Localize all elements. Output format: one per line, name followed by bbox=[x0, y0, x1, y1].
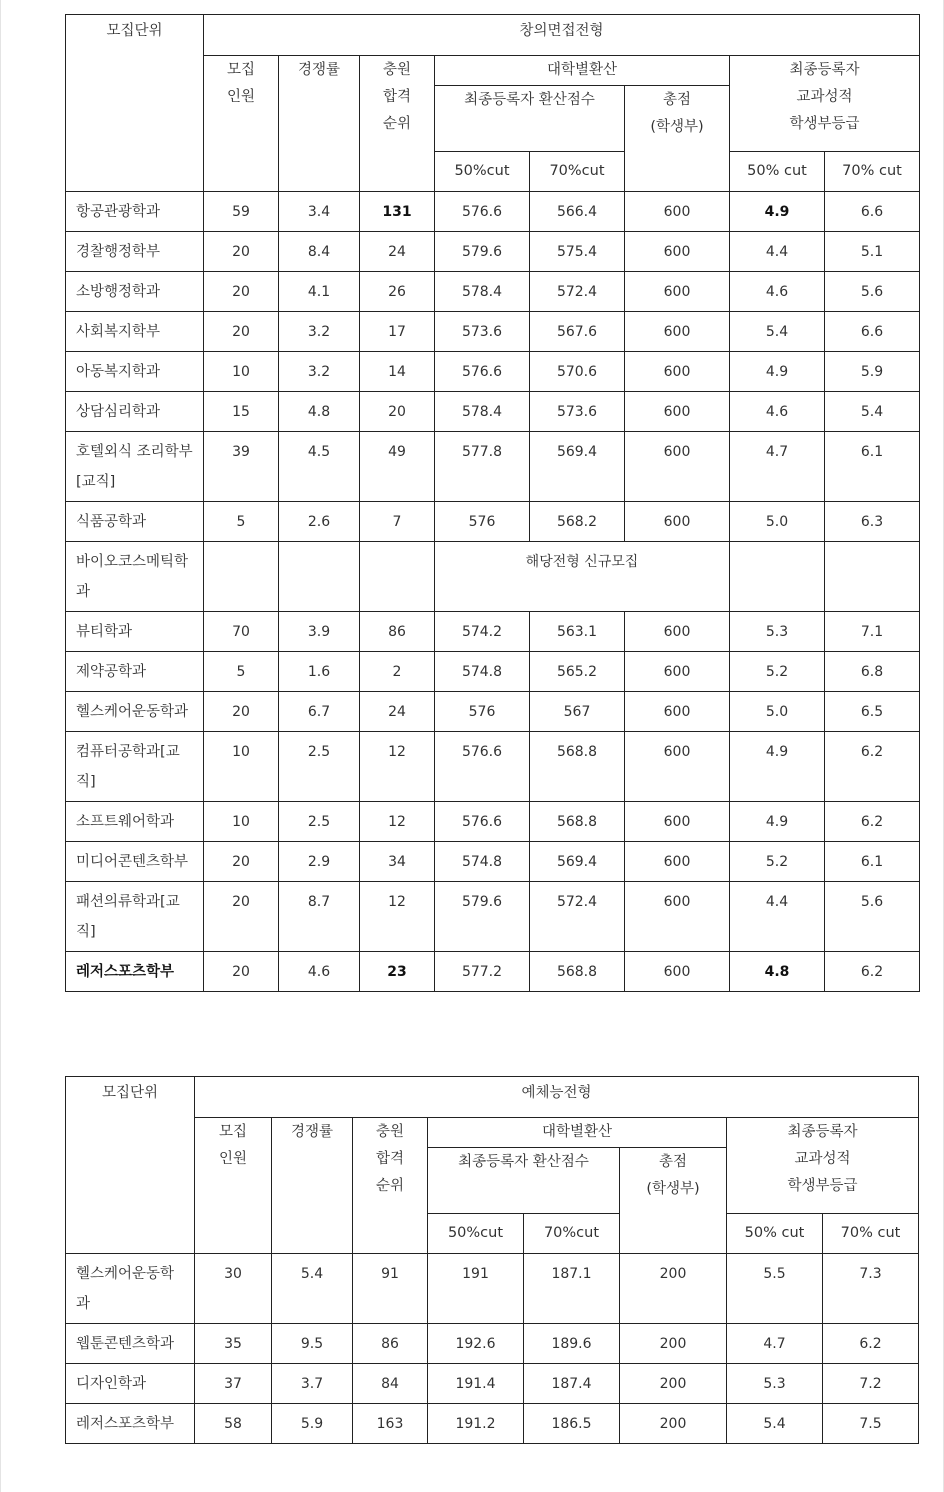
data-cell: 2.6 bbox=[279, 502, 360, 542]
header-unit: 모집단위 bbox=[66, 1077, 195, 1254]
data-cell: 4.7 bbox=[730, 432, 825, 502]
header-total-score: 총점 (학생부) bbox=[620, 1148, 727, 1254]
header-score-70-cut: 70%cut bbox=[524, 1214, 620, 1254]
data-cell: 5 bbox=[204, 652, 279, 692]
data-cell: 4.6 bbox=[730, 392, 825, 432]
data-cell: 20 bbox=[204, 842, 279, 882]
data-cell: 7.1 bbox=[825, 612, 920, 652]
data-cell: 576.6 bbox=[435, 802, 530, 842]
table-row bbox=[66, 502, 920, 542]
new-recruit-note: 해당전형 신규모집 bbox=[435, 542, 730, 612]
data-cell: 3.2 bbox=[279, 312, 360, 352]
data-cell: 579.6 bbox=[435, 232, 530, 272]
data-cell: 6.7 bbox=[279, 692, 360, 732]
header-additional-rank: 충원 합격 순위 bbox=[353, 1118, 428, 1254]
data-cell: 578.4 bbox=[435, 272, 530, 312]
header-row bbox=[66, 15, 920, 56]
data-cell: 576 bbox=[435, 502, 530, 542]
data-cell: 572.4 bbox=[530, 882, 625, 952]
data-cell: 6.6 bbox=[825, 312, 920, 352]
data-cell: 200 bbox=[620, 1254, 727, 1324]
data-cell: 4.8 bbox=[279, 392, 360, 432]
data-cell: 574.8 bbox=[435, 842, 530, 882]
data-cell: 8.4 bbox=[279, 232, 360, 272]
data-cell: 600 bbox=[625, 312, 730, 352]
data-cell: 6.1 bbox=[825, 432, 920, 502]
header-additional-rank: 충원 합격 순위 bbox=[360, 56, 435, 192]
data-cell: 6.3 bbox=[825, 502, 920, 542]
data-cell: 5.9 bbox=[825, 352, 920, 392]
data-cell: 4.4 bbox=[730, 882, 825, 952]
data-cell: 10 bbox=[204, 352, 279, 392]
department-name: 레저스포츠학부 bbox=[66, 1404, 195, 1444]
table-row bbox=[66, 842, 920, 882]
department-name: 소방행정학과 bbox=[66, 272, 204, 312]
table-row bbox=[66, 732, 920, 802]
data-cell: 35 bbox=[195, 1324, 272, 1364]
department-name: 헬스케어운동학과 bbox=[66, 692, 204, 732]
header-final-converted-score: 최종등록자 환산점수 bbox=[428, 1148, 620, 1214]
data-cell: 5.3 bbox=[730, 612, 825, 652]
data-cell: 10 bbox=[204, 802, 279, 842]
department-name: 경찰행정학부 bbox=[66, 232, 204, 272]
header-score-50-cut: 50%cut bbox=[435, 152, 530, 192]
data-cell bbox=[730, 542, 825, 612]
data-cell: 200 bbox=[620, 1324, 727, 1364]
data-cell: 6.2 bbox=[825, 732, 920, 802]
table-row bbox=[66, 312, 920, 352]
data-cell: 191.4 bbox=[428, 1364, 524, 1404]
department-name: 뷰티학과 bbox=[66, 612, 204, 652]
data-cell: 9.5 bbox=[272, 1324, 353, 1364]
table-row bbox=[66, 232, 920, 272]
data-cell: 569.4 bbox=[530, 842, 625, 882]
data-cell: 573.6 bbox=[435, 312, 530, 352]
header-final-grade: 최종등록자 교과성적 학생부등급 bbox=[730, 56, 920, 152]
data-cell: 186.5 bbox=[524, 1404, 620, 1444]
data-cell: 568.8 bbox=[530, 952, 625, 992]
data-cell: 567 bbox=[530, 692, 625, 732]
data-cell: 4.7 bbox=[727, 1324, 823, 1364]
data-cell: 5.6 bbox=[825, 272, 920, 312]
data-cell: 24 bbox=[360, 232, 435, 272]
data-cell: 20 bbox=[204, 232, 279, 272]
department-name: 제약공학과 bbox=[66, 652, 204, 692]
table-row bbox=[66, 272, 920, 312]
data-cell: 5.6 bbox=[825, 882, 920, 952]
table-row bbox=[66, 1404, 919, 1444]
data-cell: 574.8 bbox=[435, 652, 530, 692]
data-cell: 30 bbox=[195, 1254, 272, 1324]
data-cell: 4.9 bbox=[730, 192, 825, 232]
data-cell: 59 bbox=[204, 192, 279, 232]
data-cell: 5.4 bbox=[272, 1254, 353, 1324]
data-cell: 4.4 bbox=[730, 232, 825, 272]
data-cell: 20 bbox=[204, 272, 279, 312]
data-cell: 600 bbox=[625, 192, 730, 232]
data-cell: 3.4 bbox=[279, 192, 360, 232]
data-cell: 600 bbox=[625, 842, 730, 882]
data-cell: 5.4 bbox=[825, 392, 920, 432]
table-row bbox=[66, 432, 920, 502]
data-cell: 6.1 bbox=[825, 842, 920, 882]
department-name: 웹툰콘텐츠학과 bbox=[66, 1324, 195, 1364]
data-cell: 20 bbox=[204, 882, 279, 952]
header-univ-conversion: 대학별환산 bbox=[428, 1118, 727, 1148]
data-cell: 3.2 bbox=[279, 352, 360, 392]
data-cell: 5.4 bbox=[727, 1404, 823, 1444]
data-cell: 12 bbox=[360, 882, 435, 952]
data-cell: 191 bbox=[428, 1254, 524, 1324]
data-cell: 192.6 bbox=[428, 1324, 524, 1364]
data-cell: 58 bbox=[195, 1404, 272, 1444]
data-cell: 568.8 bbox=[530, 802, 625, 842]
data-cell: 600 bbox=[625, 352, 730, 392]
data-cell: 6.5 bbox=[825, 692, 920, 732]
data-cell: 2.5 bbox=[279, 802, 360, 842]
table-row bbox=[66, 952, 920, 992]
data-cell: 17 bbox=[360, 312, 435, 352]
data-cell: 570.6 bbox=[530, 352, 625, 392]
header-univ-conversion: 대학별환산 bbox=[435, 56, 730, 86]
data-cell: 7.5 bbox=[823, 1404, 919, 1444]
data-cell: 600 bbox=[625, 692, 730, 732]
data-cell: 574.2 bbox=[435, 612, 530, 652]
data-cell: 600 bbox=[625, 732, 730, 802]
data-cell: 20 bbox=[204, 692, 279, 732]
data-cell: 12 bbox=[360, 732, 435, 802]
data-cell: 39 bbox=[204, 432, 279, 502]
header-grade-70-cut: 70% cut bbox=[823, 1214, 919, 1254]
data-cell: 4.5 bbox=[279, 432, 360, 502]
data-cell: 600 bbox=[625, 952, 730, 992]
data-cell bbox=[204, 542, 279, 612]
header-admission-type: 예체능전형 bbox=[195, 1077, 919, 1118]
header-row bbox=[66, 1077, 919, 1118]
data-cell: 578.4 bbox=[435, 392, 530, 432]
data-cell: 2 bbox=[360, 652, 435, 692]
header-grade-50-cut: 50% cut bbox=[727, 1214, 823, 1254]
department-name: 컴퓨터공학과[교직] bbox=[66, 732, 204, 802]
data-cell: 600 bbox=[625, 432, 730, 502]
data-cell: 10 bbox=[204, 732, 279, 802]
data-cell: 187.4 bbox=[524, 1364, 620, 1404]
data-cell: 600 bbox=[625, 272, 730, 312]
data-cell: 131 bbox=[360, 192, 435, 232]
data-cell: 600 bbox=[625, 232, 730, 272]
table-row bbox=[66, 802, 920, 842]
data-cell: 577.8 bbox=[435, 432, 530, 502]
data-cell: 577.2 bbox=[435, 952, 530, 992]
data-cell: 576.6 bbox=[435, 732, 530, 802]
department-name: 패션의류학과[교직] bbox=[66, 882, 204, 952]
table-row bbox=[66, 1364, 919, 1404]
data-cell: 5.2 bbox=[730, 842, 825, 882]
data-cell: 4.9 bbox=[730, 732, 825, 802]
data-cell: 15 bbox=[204, 392, 279, 432]
table-row bbox=[66, 612, 920, 652]
data-cell: 86 bbox=[353, 1324, 428, 1364]
data-cell: 5.4 bbox=[730, 312, 825, 352]
data-cell: 1.6 bbox=[279, 652, 360, 692]
data-cell: 573.6 bbox=[530, 392, 625, 432]
data-cell: 70 bbox=[204, 612, 279, 652]
table-row bbox=[66, 1324, 919, 1364]
department-name: 미디어콘텐츠학부 bbox=[66, 842, 204, 882]
data-cell: 565.2 bbox=[530, 652, 625, 692]
data-cell: 4.1 bbox=[279, 272, 360, 312]
header-final-converted-score: 최종등록자 환산점수 bbox=[435, 86, 625, 152]
department-name: 헬스케어운동학과 bbox=[66, 1254, 195, 1324]
header-competition-rate: 경쟁률 bbox=[279, 56, 360, 192]
data-cell: 568.2 bbox=[530, 502, 625, 542]
department-name: 호텔외식 조리학부[교직] bbox=[66, 432, 204, 502]
data-cell: 575.4 bbox=[530, 232, 625, 272]
department-name: 레저스포츠학부 bbox=[66, 952, 204, 992]
department-name: 디자인학과 bbox=[66, 1364, 195, 1404]
data-cell: 5.3 bbox=[727, 1364, 823, 1404]
arts-sports-table bbox=[65, 1076, 919, 1444]
data-cell: 579.6 bbox=[435, 882, 530, 952]
header-unit: 모집단위 bbox=[66, 15, 204, 192]
header-quota: 모집 인원 bbox=[195, 1118, 272, 1254]
data-cell: 4.9 bbox=[730, 352, 825, 392]
header-final-grade: 최종등록자 교과성적 학생부등급 bbox=[727, 1118, 919, 1214]
table-row bbox=[66, 192, 920, 232]
data-cell: 576.6 bbox=[435, 352, 530, 392]
department-name: 상담심리학과 bbox=[66, 392, 204, 432]
data-cell bbox=[360, 542, 435, 612]
header-competition-rate: 경쟁률 bbox=[272, 1118, 353, 1254]
data-cell: 3.7 bbox=[272, 1364, 353, 1404]
table-row bbox=[66, 542, 920, 612]
data-cell: 84 bbox=[353, 1364, 428, 1404]
department-name: 바이오코스메틱학과 bbox=[66, 542, 204, 612]
data-cell bbox=[825, 542, 920, 612]
data-cell: 600 bbox=[625, 502, 730, 542]
header-total-score: 총점 (학생부) bbox=[625, 86, 730, 192]
department-name: 아동복지학과 bbox=[66, 352, 204, 392]
data-cell: 7.3 bbox=[823, 1254, 919, 1324]
data-cell: 200 bbox=[620, 1404, 727, 1444]
data-cell: 7 bbox=[360, 502, 435, 542]
data-cell bbox=[279, 542, 360, 612]
data-cell: 5.5 bbox=[727, 1254, 823, 1324]
data-cell: 12 bbox=[360, 802, 435, 842]
data-cell: 566.4 bbox=[530, 192, 625, 232]
table-row bbox=[66, 352, 920, 392]
data-cell: 600 bbox=[625, 652, 730, 692]
data-cell: 189.6 bbox=[524, 1324, 620, 1364]
header-grade-70-cut: 70% cut bbox=[825, 152, 920, 192]
data-cell: 20 bbox=[360, 392, 435, 432]
data-cell: 600 bbox=[625, 612, 730, 652]
data-cell: 4.9 bbox=[730, 802, 825, 842]
table-row bbox=[66, 692, 920, 732]
data-cell: 6.6 bbox=[825, 192, 920, 232]
header-quota: 모집 인원 bbox=[204, 56, 279, 192]
data-cell: 37 bbox=[195, 1364, 272, 1404]
data-cell: 5.0 bbox=[730, 502, 825, 542]
data-cell: 23 bbox=[360, 952, 435, 992]
data-cell: 5.0 bbox=[730, 692, 825, 732]
header-score-70-cut: 70%cut bbox=[530, 152, 625, 192]
table-row bbox=[66, 1254, 919, 1324]
data-cell: 4.6 bbox=[730, 272, 825, 312]
data-cell: 200 bbox=[620, 1364, 727, 1404]
data-cell: 91 bbox=[353, 1254, 428, 1324]
data-cell: 20 bbox=[204, 312, 279, 352]
department-name: 사회복지학부 bbox=[66, 312, 204, 352]
data-cell: 576 bbox=[435, 692, 530, 732]
data-cell: 163 bbox=[353, 1404, 428, 1444]
data-cell: 6.2 bbox=[823, 1324, 919, 1364]
data-cell: 5 bbox=[204, 502, 279, 542]
header-grade-50-cut: 50% cut bbox=[730, 152, 825, 192]
data-cell: 569.4 bbox=[530, 432, 625, 502]
creative-interview-table bbox=[65, 14, 920, 992]
department-name: 식품공학과 bbox=[66, 502, 204, 542]
table-row bbox=[66, 882, 920, 952]
data-cell: 2.9 bbox=[279, 842, 360, 882]
data-cell: 5.1 bbox=[825, 232, 920, 272]
data-cell: 86 bbox=[360, 612, 435, 652]
data-cell: 187.1 bbox=[524, 1254, 620, 1324]
data-cell: 600 bbox=[625, 392, 730, 432]
data-cell: 563.1 bbox=[530, 612, 625, 652]
data-cell: 3.9 bbox=[279, 612, 360, 652]
header-admission-type: 창의면접전형 bbox=[204, 15, 920, 56]
data-cell: 567.6 bbox=[530, 312, 625, 352]
data-cell: 191.2 bbox=[428, 1404, 524, 1444]
data-cell: 49 bbox=[360, 432, 435, 502]
data-cell: 6.2 bbox=[825, 802, 920, 842]
data-cell: 568.8 bbox=[530, 732, 625, 802]
data-cell: 600 bbox=[625, 802, 730, 842]
data-cell: 14 bbox=[360, 352, 435, 392]
data-cell: 576.6 bbox=[435, 192, 530, 232]
data-cell: 6.8 bbox=[825, 652, 920, 692]
data-cell: 24 bbox=[360, 692, 435, 732]
department-name: 항공관광학과 bbox=[66, 192, 204, 232]
header-score-50-cut: 50%cut bbox=[428, 1214, 524, 1254]
department-name: 소프트웨어학과 bbox=[66, 802, 204, 842]
data-cell: 7.2 bbox=[823, 1364, 919, 1404]
data-cell: 6.2 bbox=[825, 952, 920, 992]
data-cell: 4.6 bbox=[279, 952, 360, 992]
data-cell: 600 bbox=[625, 882, 730, 952]
table-row bbox=[66, 392, 920, 432]
data-cell: 4.8 bbox=[730, 952, 825, 992]
data-cell: 26 bbox=[360, 272, 435, 312]
data-cell: 20 bbox=[204, 952, 279, 992]
data-cell: 5.9 bbox=[272, 1404, 353, 1444]
data-cell: 5.2 bbox=[730, 652, 825, 692]
data-cell: 34 bbox=[360, 842, 435, 882]
data-cell: 8.7 bbox=[279, 882, 360, 952]
data-cell: 572.4 bbox=[530, 272, 625, 312]
data-cell: 2.5 bbox=[279, 732, 360, 802]
table-row bbox=[66, 652, 920, 692]
